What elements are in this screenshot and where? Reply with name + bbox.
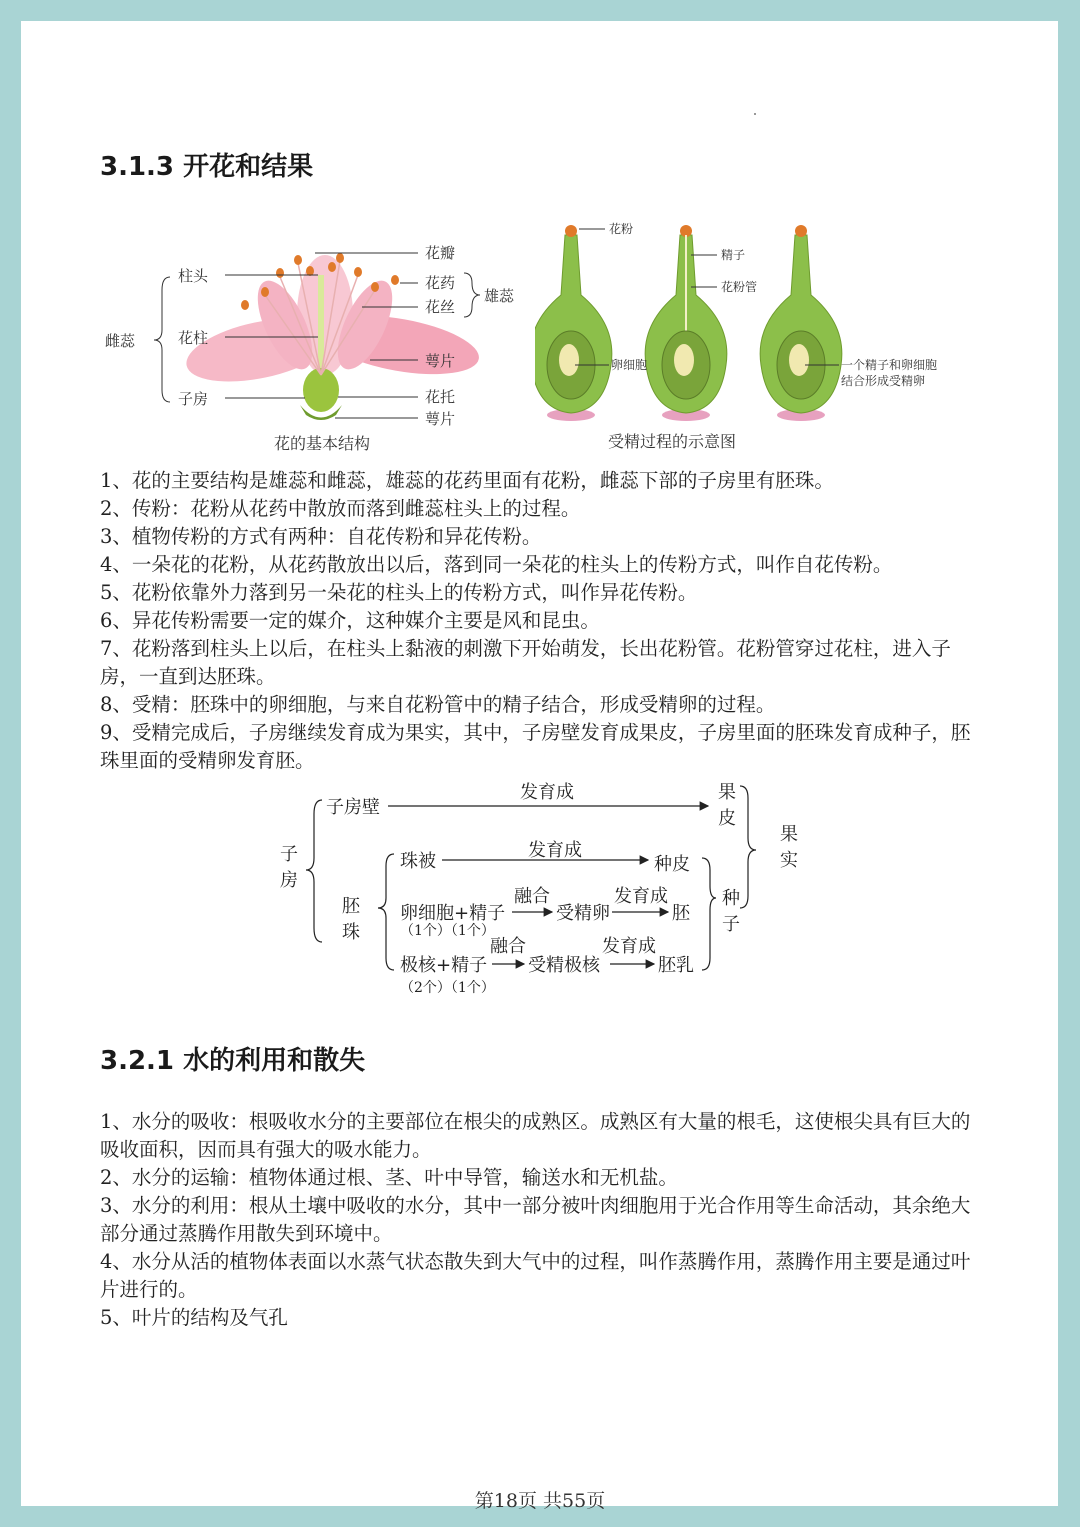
pistil-stage-1 <box>535 225 612 421</box>
paragraph: 7、花粉落到柱头上以后，在柱头上黏液的刺激下开始萌发，长出花粉管。花粉管穿过花柱，进入子房，一直到达胚珠。 <box>100 637 951 688</box>
diagram-seed-2: 子 <box>722 914 740 935</box>
diagram-polar-sperm: 极核+精子 <box>400 955 488 976</box>
paragraph: 2、水分的运输：植物体通过根、茎、叶中导管，输送水和无机盐。 <box>100 1166 678 1189</box>
diagram-ovule-1: 胚 <box>342 896 360 917</box>
label-zygote-2: 结合形成受精卵 <box>841 374 926 388</box>
diagram-fruit-1: 果 <box>780 824 798 845</box>
diagram-egg-sperm: 卵细胞+精子 <box>400 903 506 924</box>
diagram-develops-2: 发育成 <box>528 840 582 861</box>
diagram-ovary-wall: 子房壁 <box>326 797 380 818</box>
flower-figure-caption: 花的基本结构 <box>274 434 371 453</box>
diagram-arrows <box>388 806 708 964</box>
diagram-zygote: 受精卵 <box>556 903 610 924</box>
page-footer: 第18页 共55页 <box>474 1490 606 1512</box>
paragraph: 1、水分的吸收：根吸收水分的主要部位在根尖的成熟区。成熟区有大量的根毛，这使根尖具有巨大的吸收面积，因而具有强大的吸水能力。 <box>100 1110 971 1161</box>
label-style: 花柱 <box>178 329 209 347</box>
label-stigma: 柱头 <box>178 267 209 285</box>
label-pistil: 雌蕊 <box>105 332 136 350</box>
diagram-ovule-2: 珠 <box>342 922 360 943</box>
section2-text <box>100 1108 985 1332</box>
paragraph: 8、受精：胚珠中的卵细胞，与来自花粉管中的精子结合，形成受精卵的过程。 <box>100 693 776 716</box>
section-title-flowering: 3.1.3 开花和结果 <box>100 152 314 182</box>
diagram-seed-coat: 种皮 <box>654 854 690 875</box>
paragraph: 4、一朵花的花粉，从花药散放出以后，落到同一朵花的柱头上的传粉方式，叫作自花传粉。 <box>100 553 893 576</box>
diagram-integument: 珠被 <box>400 851 436 872</box>
paragraph: 9、受精完成后，子房继续发育成为果实，其中，子房壁发育成果皮，子房里面的胚珠发育成种子，胚珠里面的受精卵发育胚。 <box>100 721 971 772</box>
label-receptacle: 花托 <box>425 388 456 406</box>
diagram-ovary-1: 子 <box>280 844 298 865</box>
label-zygote-1: 一个精子和卵细胞 <box>841 358 938 372</box>
paragraph: 4、水分从活的植物体表面以水蒸气状态散失到大气中的过程，叫作蒸腾作用，蒸腾作用主要是通过叶片进行的。 <box>100 1250 971 1301</box>
speck <box>754 113 756 115</box>
paragraph: 5、花粉依靠外力落到另一朵花的柱头上的传粉方式，叫作异花传粉。 <box>100 581 698 604</box>
label-ovary: 子房 <box>178 390 209 408</box>
diagram-fruit-2: 实 <box>780 850 798 871</box>
flower-structure-figure <box>100 215 540 460</box>
paragraph: 1、花的主要结构是雄蕊和雌蕊，雄蕊的花药里面有花粉，雌蕊下部的子房里有胚珠。 <box>100 469 834 492</box>
paragraph: 2、传粉：花粉从花药中散放而落到雌蕊柱头上的过程。 <box>100 497 581 520</box>
section1-text <box>100 467 985 775</box>
paragraph: 5、叶片的结构及气孔 <box>100 1306 288 1329</box>
fertilization-figure <box>535 215 975 460</box>
label-stamen: 雄蕊 <box>484 287 515 305</box>
label-filament: 花丝 <box>425 298 456 316</box>
section-title-water: 3.2.1 水的利用和散失 <box>100 1046 366 1076</box>
diagram-pericarp-2: 皮 <box>718 808 736 829</box>
label-sepal: 萼片 <box>425 352 456 370</box>
fruit-development-diagram <box>270 778 830 1006</box>
label-pollen-tube: 花粉管 <box>721 280 758 294</box>
diagram-polar-sperm-count: （2个）（1个） <box>400 980 495 996</box>
paragraph: 3、水分的利用：根从土壤中吸收的水分，其中一部分被叶肉细胞用于光合作用等生命活动，其余绝大部分通过蒸腾作用散失到环境中。 <box>100 1194 971 1245</box>
pistil-stage-2 <box>645 225 727 421</box>
diagram-fuse-1: 融合 <box>514 886 550 907</box>
diagram-seed-1: 种 <box>722 888 740 909</box>
label-petal: 花瓣 <box>425 244 456 262</box>
diagram-egg-sperm-count: （1个）（1个） <box>400 923 495 939</box>
diagram-fertilized-polar: 受精极核 <box>528 955 600 976</box>
fertilization-figure-caption: 受精过程的示意图 <box>608 432 737 451</box>
label-sepal-2: 萼片 <box>425 410 456 428</box>
diagram-ovary-2: 房 <box>280 870 298 891</box>
label-anther: 花药 <box>425 274 456 292</box>
diagram-fuse-2: 融合 <box>490 936 526 957</box>
label-sperm: 精子 <box>721 248 746 262</box>
diagram-pericarp-1: 果 <box>718 782 736 803</box>
diagram-develops-1: 发育成 <box>520 782 574 803</box>
diagram-endosperm: 胚乳 <box>658 955 694 976</box>
figure-row <box>100 215 980 460</box>
pistil-stage-3 <box>760 225 842 421</box>
label-egg: 卵细胞 <box>611 358 648 372</box>
paragraph: 6、异花传粉需要一定的媒介，这种媒介主要是风和昆虫。 <box>100 609 600 632</box>
label-pollen: 花粉 <box>609 222 634 236</box>
diagram-embryo: 胚 <box>672 903 690 924</box>
diagram-develops-3: 发育成 <box>614 886 668 907</box>
paragraph: 3、植物传粉的方式有两种：自花传粉和异花传粉。 <box>100 525 542 548</box>
diagram-develops-4: 发育成 <box>602 936 656 957</box>
